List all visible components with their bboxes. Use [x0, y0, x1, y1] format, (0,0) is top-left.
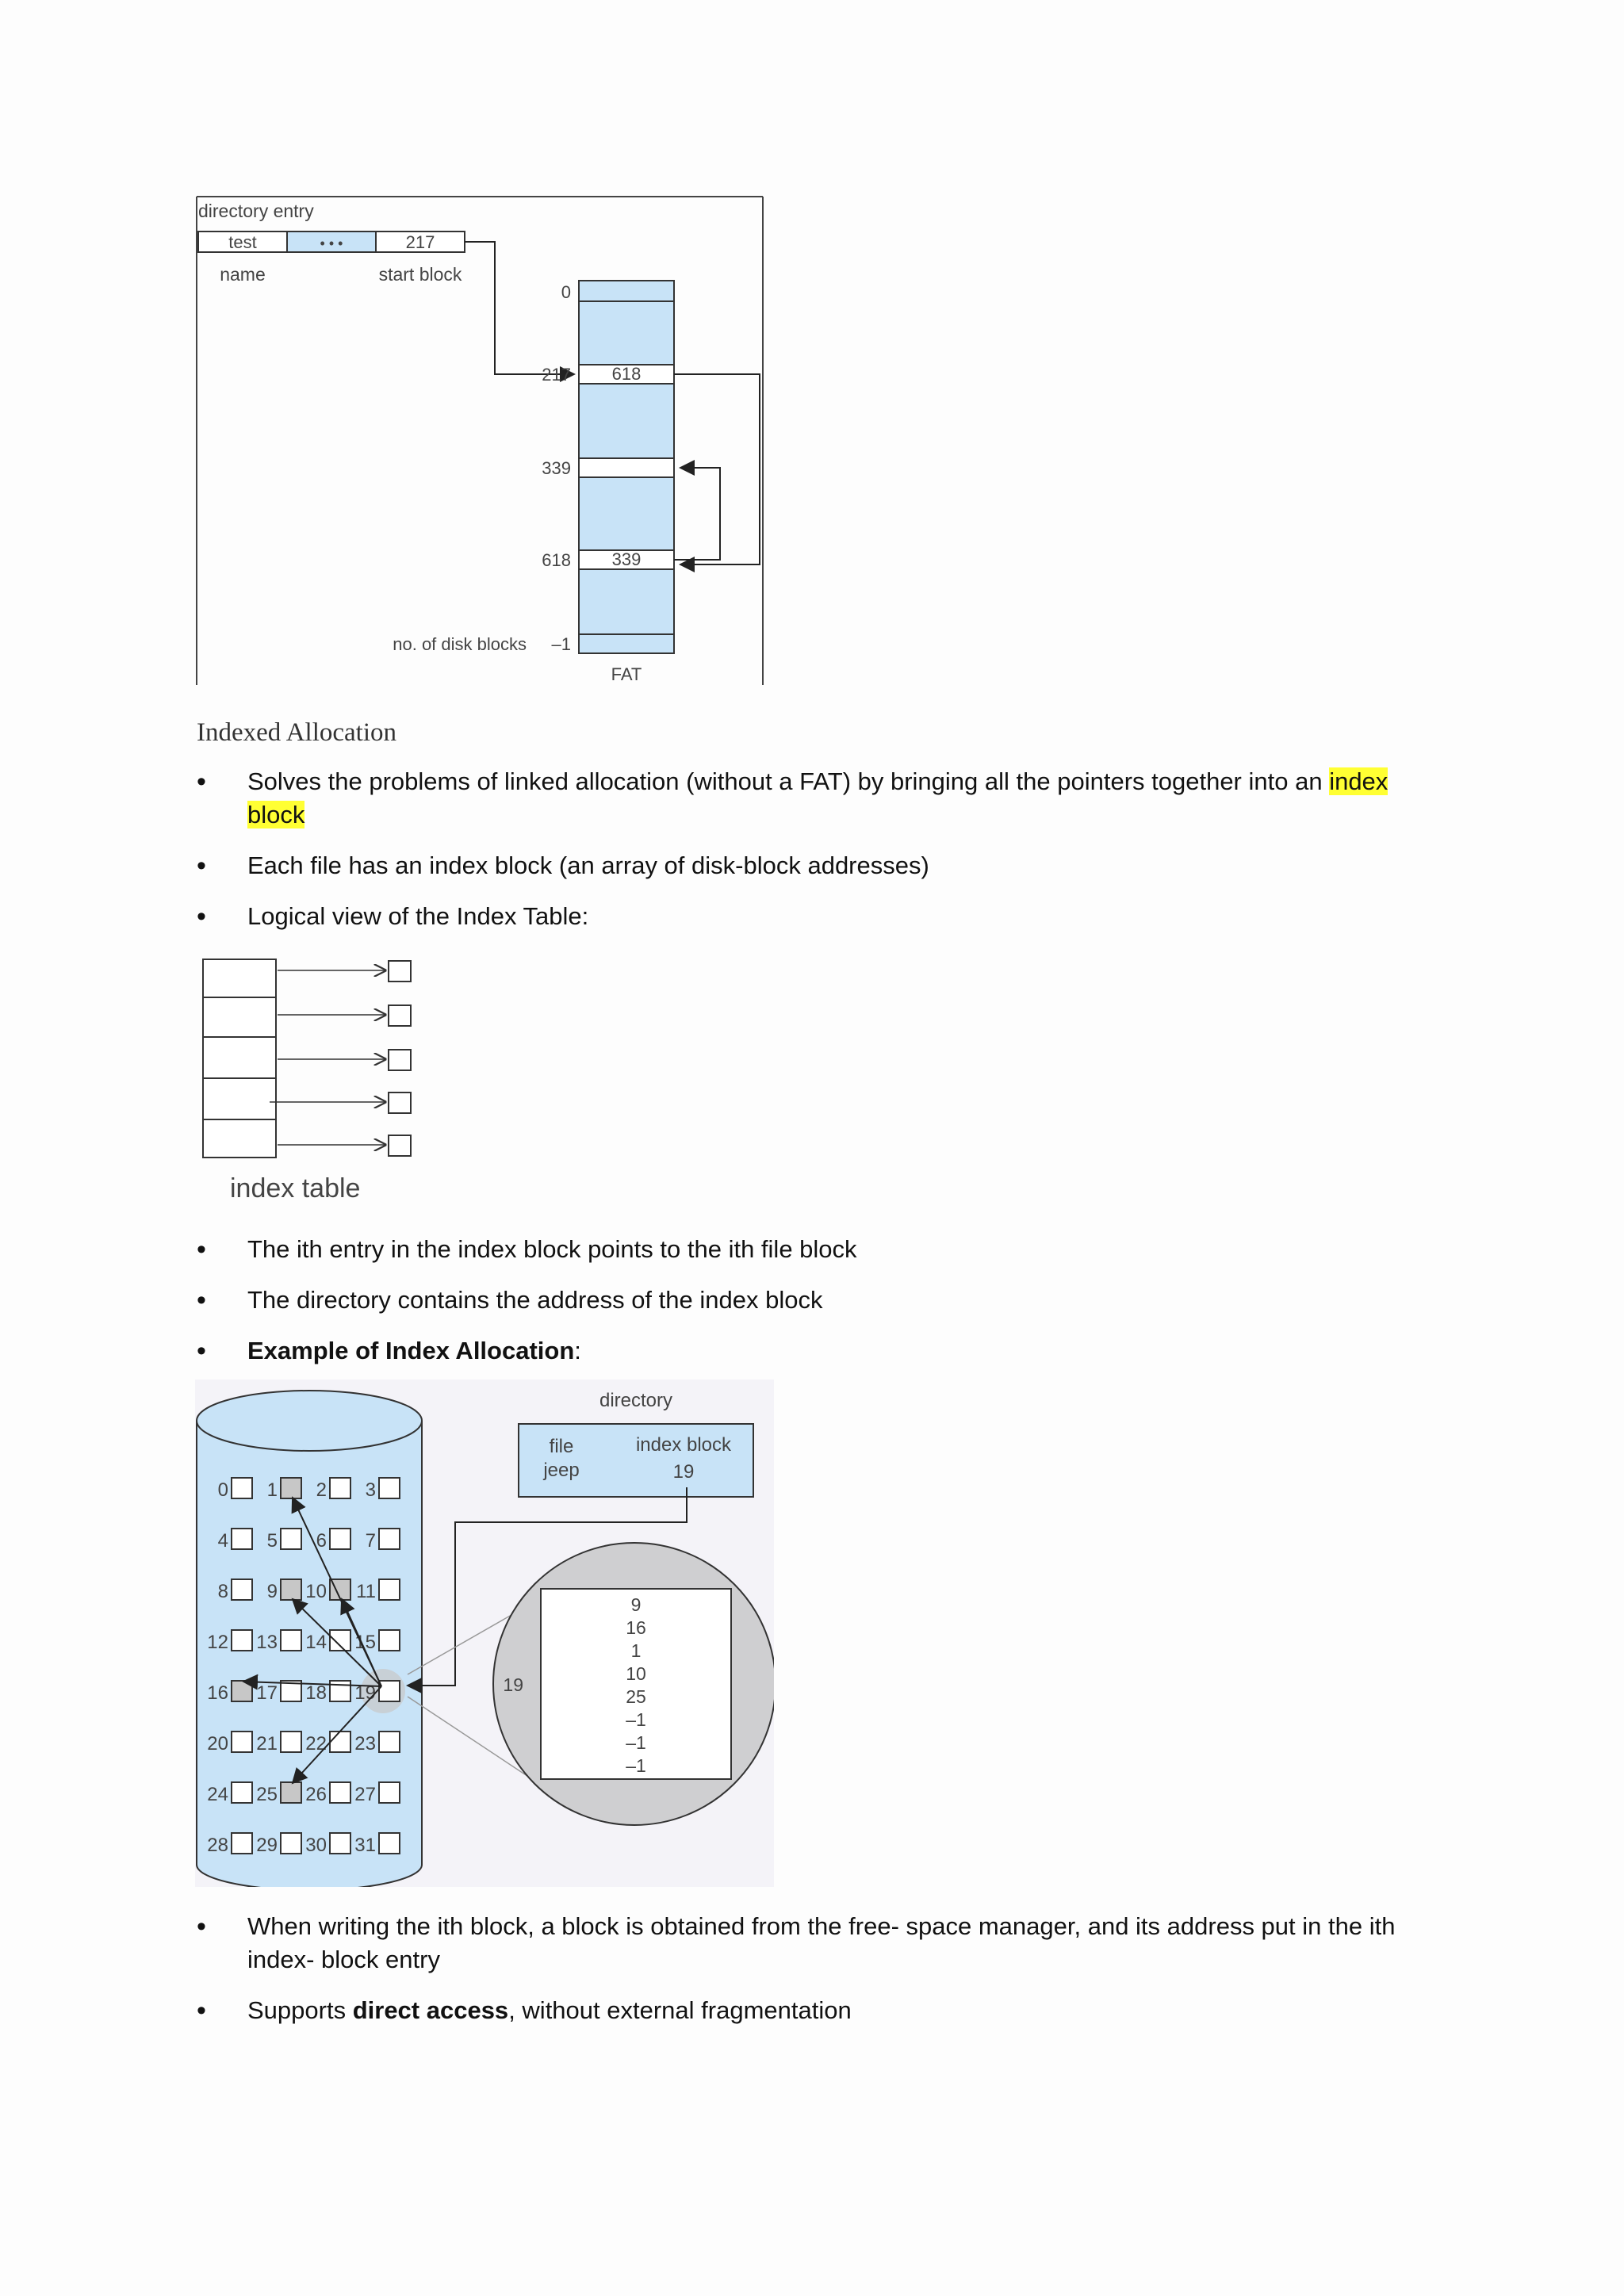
disk-block-free [379, 1782, 400, 1803]
bullet-item: • When writing the ith block, a block is obtained from the free- space manager, and its address put in the ith index- block entry [197, 1910, 1442, 1976]
index-block-header: index block [635, 1434, 732, 1456]
index-table-diagram [200, 956, 430, 1210]
disk-block-free [330, 1529, 350, 1549]
row-label-0: 0 [561, 282, 571, 302]
bullet-text: Supports [247, 1996, 353, 2024]
section-heading: Indexed Allocation [197, 718, 397, 747]
bold-term: direct access [352, 1996, 509, 2024]
disk-block-number: 9 [266, 1581, 278, 1602]
bullet-list-b [197, 1233, 1442, 1385]
disk-block-number: 10 [305, 1581, 327, 1602]
disk-block-number: 13 [256, 1632, 278, 1653]
disk-block-free [379, 1529, 400, 1549]
entry-dots: • • • [320, 235, 343, 251]
index-table-figure [200, 956, 430, 1210]
disk-block-number: 31 [354, 1835, 376, 1856]
disk-block-free [379, 1681, 400, 1701]
disk-block-number: 8 [217, 1581, 228, 1602]
start-block-label: start block [378, 264, 462, 285]
index-entry: –1 [626, 1755, 646, 1776]
disk-block-number: 3 [365, 1479, 376, 1501]
disk-block-free [232, 1579, 252, 1600]
row-label-618: 618 [542, 550, 571, 570]
disk-block-number: 7 [365, 1530, 376, 1552]
disk-block-free [232, 1782, 252, 1803]
directory-label: directory [599, 1390, 673, 1411]
index-entry: –1 [626, 1709, 646, 1730]
disk-block-free [281, 1529, 301, 1549]
row-label-eof: –1 [551, 634, 571, 654]
disk-block-number: 29 [256, 1835, 278, 1856]
fat-value-618: 339 [611, 549, 642, 569]
bullet-item: • Logical view of the Index Table: [197, 900, 1442, 933]
bullet-item: • Each file has an index block (an array of disk-block addresses) [197, 849, 1442, 882]
directory-entry-label: directory entry [198, 201, 314, 221]
disk-block-free [281, 1833, 301, 1854]
disk-block-free [330, 1630, 350, 1651]
row-label-339: 339 [542, 458, 571, 478]
zoom-block-label: 19 [503, 1674, 523, 1695]
index-entry: 9 [630, 1594, 642, 1615]
disk-block-number: 15 [354, 1632, 376, 1653]
disk-block-free [379, 1732, 400, 1752]
disk-block-free [232, 1630, 252, 1651]
disk-block-number: 17 [256, 1682, 278, 1704]
bullet-item: • The ith entry in the index block points to the ith file block [197, 1233, 1442, 1266]
disk-block-free [330, 1833, 350, 1854]
file-value: jeep [543, 1460, 580, 1481]
index-entry: 16 [626, 1617, 646, 1638]
disk-block-number: 11 [356, 1581, 376, 1602]
index-table-label: index table [230, 1173, 361, 1203]
disk-block-number: 1 [266, 1479, 278, 1501]
disk-block-number: 23 [354, 1733, 376, 1755]
fat-label: FAT [611, 664, 642, 684]
name-label: name [220, 264, 266, 285]
bold-term: Example of Index Allocation [247, 1337, 575, 1364]
disk-block-number: 18 [305, 1682, 327, 1704]
bullet-text: , without external fragmentation [508, 1996, 852, 2024]
disk-block-free [379, 1833, 400, 1854]
disk-block-number: 5 [266, 1530, 278, 1552]
disk-block-number: 22 [305, 1733, 327, 1755]
fat-figure [195, 195, 766, 687]
pointer-217-to-618 [674, 374, 760, 564]
disk-block-used [281, 1478, 301, 1498]
file-blocks [389, 961, 411, 1156]
disk-block-number: 2 [316, 1479, 327, 1501]
disk-blocks-label: no. of disk blocks [393, 634, 527, 654]
index-example-diagram [195, 1380, 774, 1887]
index-entry: 10 [626, 1663, 646, 1684]
index-pointers [270, 970, 385, 1145]
index-entry: 1 [630, 1640, 642, 1661]
pointer-618-to-339 [674, 468, 720, 560]
entry-name-value: test [228, 232, 257, 252]
disk-block-free [232, 1833, 252, 1854]
bullet-item: • The directory contains the address of the index block [197, 1284, 1442, 1317]
disk-block-number: 24 [207, 1784, 228, 1805]
index-entry: –1 [626, 1732, 646, 1753]
fat-row-339 [579, 458, 674, 477]
disk-block-number: 27 [354, 1784, 376, 1805]
disk-block-number: 25 [256, 1784, 278, 1805]
bullet-item [197, 1334, 1442, 1368]
disk-block-number: 26 [305, 1784, 327, 1805]
disk-block-number: 6 [316, 1530, 327, 1552]
disk-block-number: 30 [305, 1835, 327, 1856]
fat-value-217: 618 [611, 364, 642, 384]
disk-block-used [281, 1782, 301, 1803]
entry-start-value: 217 [405, 232, 435, 252]
index-example-figure [195, 1380, 774, 1887]
file-header: file [549, 1436, 574, 1457]
disk-block-free [330, 1478, 350, 1498]
disk-block-number: 14 [305, 1632, 327, 1653]
bullet-item [197, 765, 1442, 832]
disk-block-free [281, 1732, 301, 1752]
bullet-suffix: : [574, 1337, 581, 1364]
disk-block-number: 28 [207, 1835, 228, 1856]
disk-block-free [232, 1478, 252, 1498]
disk-block-free [232, 1529, 252, 1549]
disk-block-used [281, 1579, 301, 1600]
disk-block-number: 0 [217, 1479, 228, 1501]
disk-block-free [379, 1630, 400, 1651]
bullet-list-a [197, 765, 1442, 951]
bullet-list-c [197, 1910, 1442, 2045]
disk-block-number: 16 [207, 1682, 228, 1704]
row-label-217: 217 [542, 365, 571, 385]
bullet-text: Solves the problems of linked allocation (without a FAT) by bringing all the pointers together into an [247, 767, 1330, 795]
highlighted-term: index block [247, 767, 1388, 828]
disk-block-free [281, 1630, 301, 1651]
disk-block-free [232, 1732, 252, 1752]
index-entry: 25 [626, 1686, 646, 1707]
fat-diagram [195, 195, 766, 687]
disk-block-number: 4 [217, 1530, 228, 1552]
disk-block-free [379, 1579, 400, 1600]
disk-block-number: 20 [207, 1733, 228, 1755]
disk-block-free [379, 1478, 400, 1498]
disk-block-number: 12 [207, 1632, 228, 1653]
index-table-cells [203, 959, 276, 1158]
disk-cylinder-top [197, 1391, 422, 1451]
disk-block-used [232, 1681, 252, 1701]
disk-block-free [330, 1782, 350, 1803]
disk-block-number: 19 [354, 1682, 376, 1704]
disk-block-free [330, 1732, 350, 1752]
start-block-arrow [465, 242, 574, 374]
index-block-value: 19 [672, 1461, 695, 1483]
bullet-item [197, 1994, 1442, 2027]
disk-block-number: 21 [256, 1733, 278, 1755]
